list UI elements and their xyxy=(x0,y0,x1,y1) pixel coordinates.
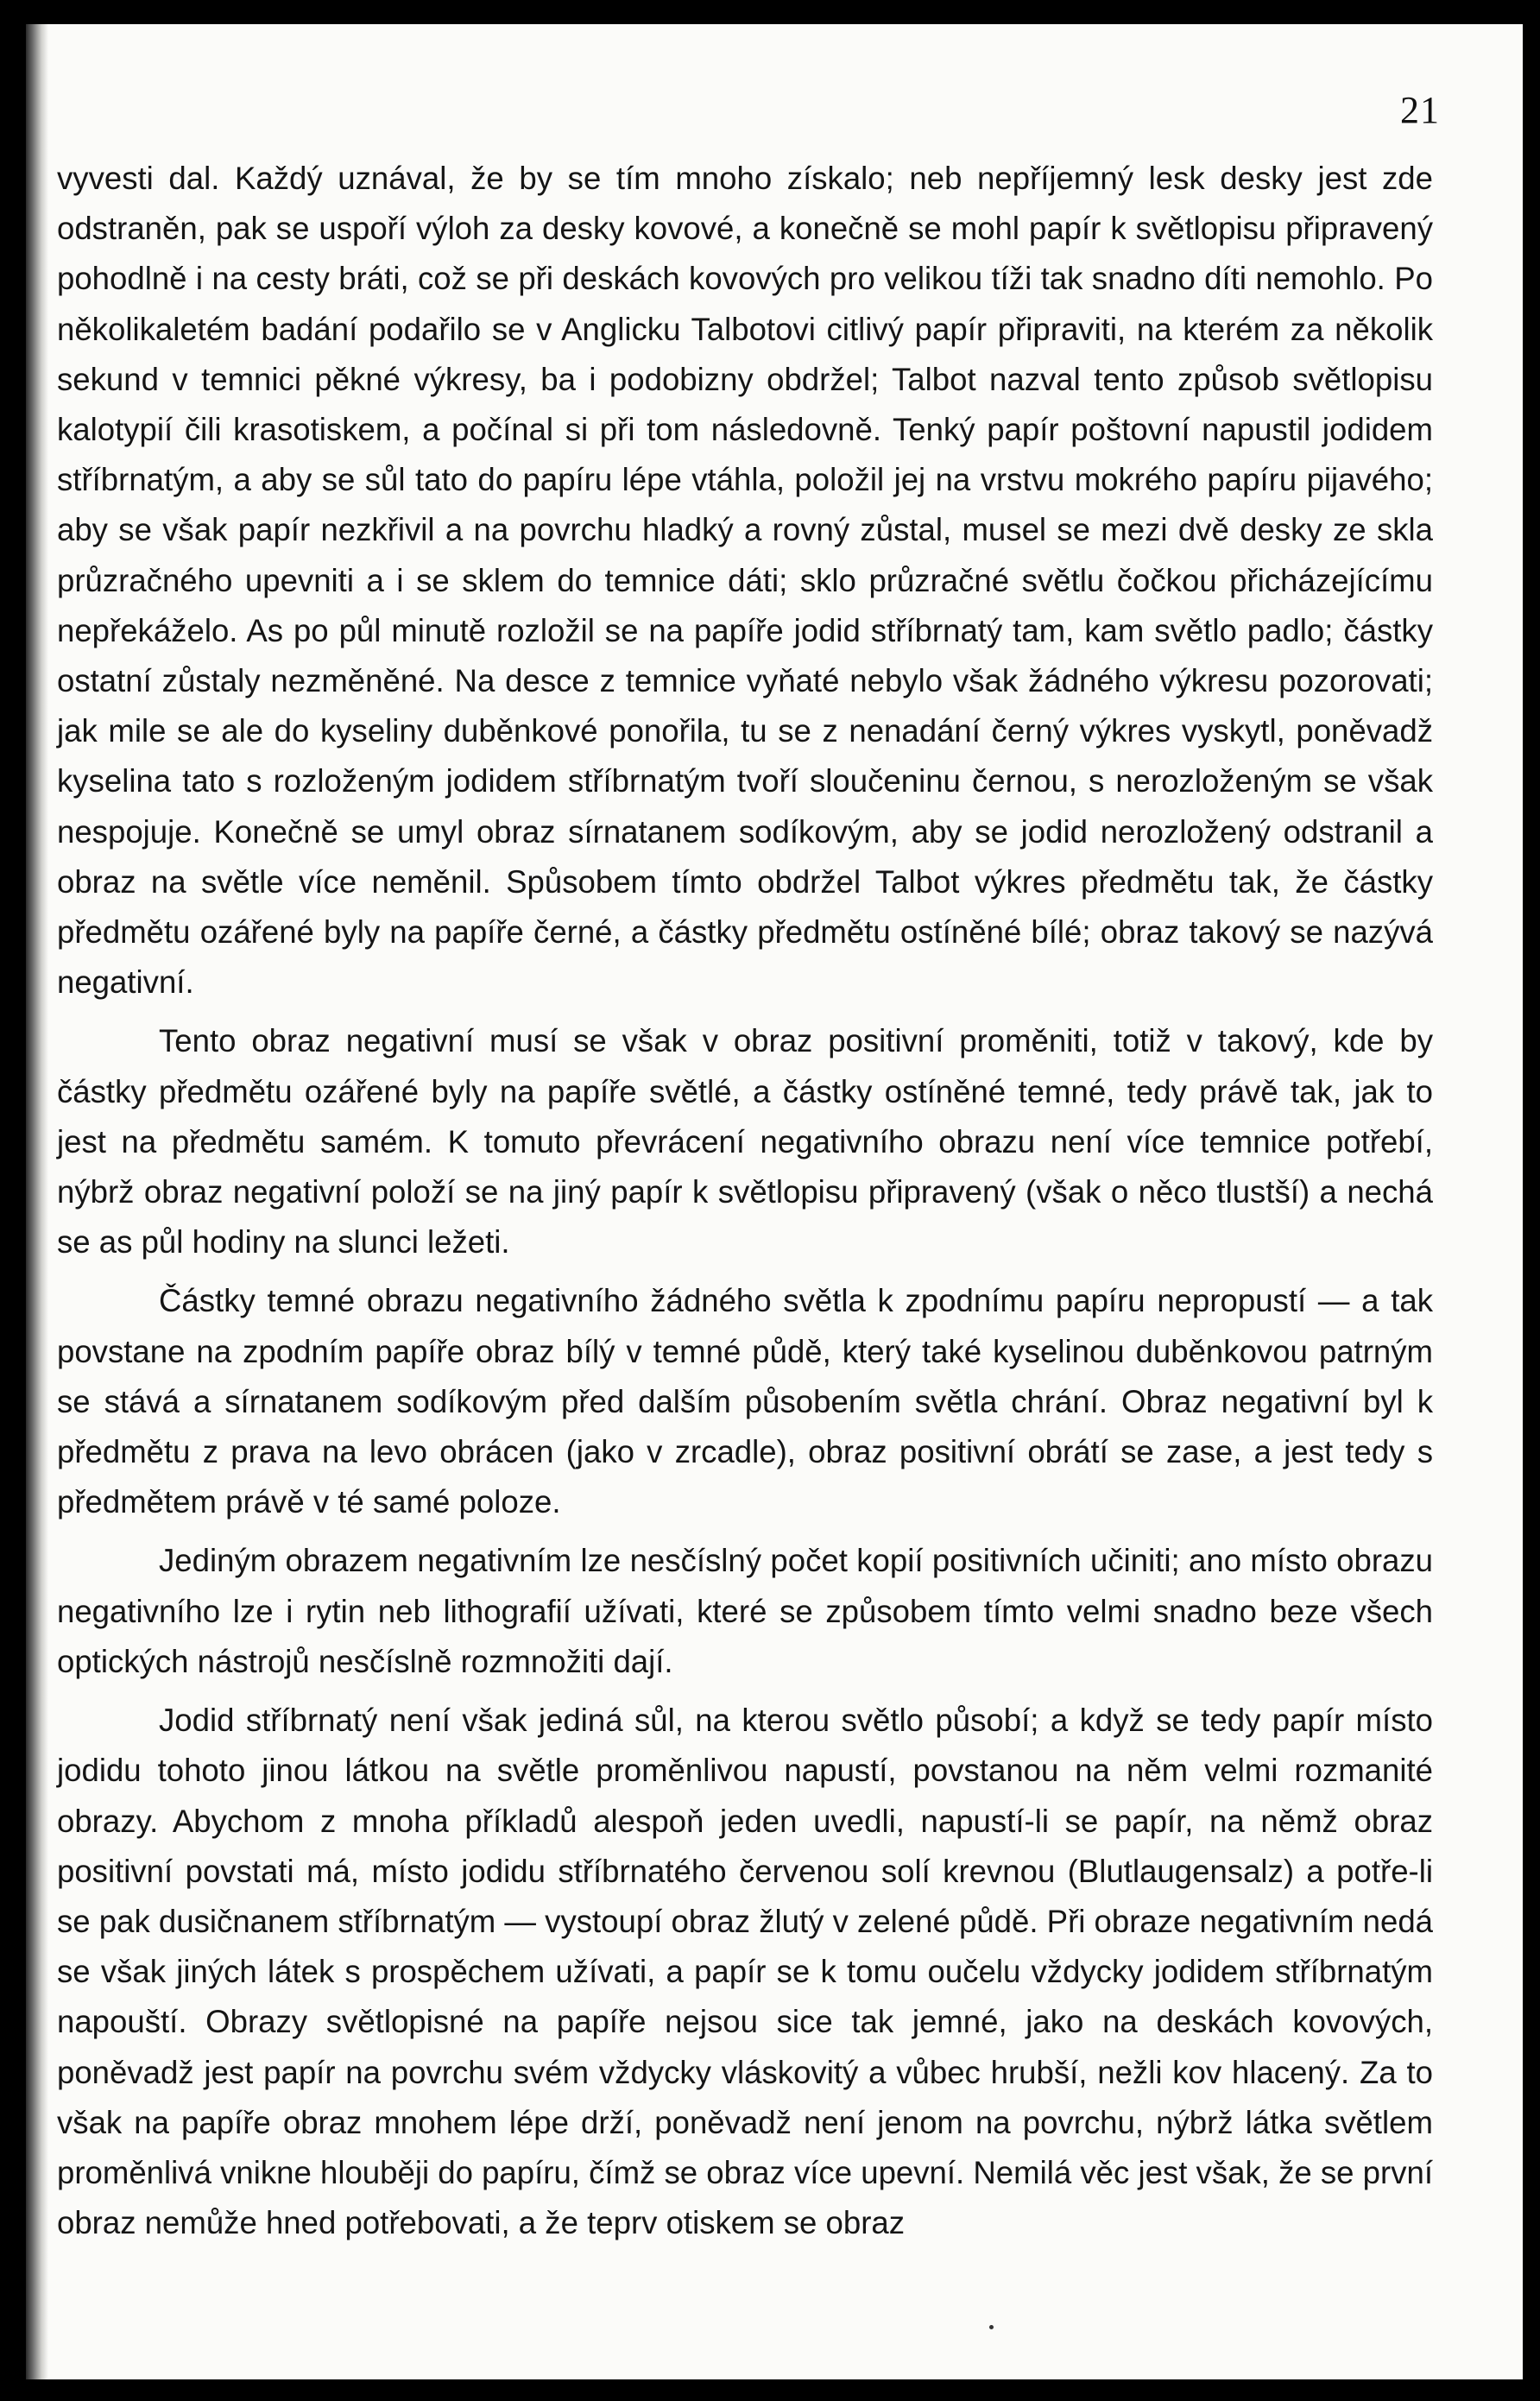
book-page xyxy=(26,24,1523,2379)
paragraph-3: Částky temné obrazu negativního žádného světla k zpodnímu papíru nepropustí — a tak povstane na zpodním papíře obraz bílý v temné půdě, který také kyselinou duběnkovou patrným se stává a sírnatanem sodíkovým před dalším působením světla chrání. Obraz negativní byl k předmětu z prava na levo obrácen (jako v zrcadle), obraz positivní obrátí se zase, a jest tedy s předmětem právě v té samé poloze. xyxy=(57,1283,1433,1520)
paragraph-5: Jodid stříbrnatý není však jediná sůl, na kterou světlo působí; a když se tedy papír místo jodidu tohoto jinou látkou na světle proměnlivou napustí, povstanou na něm velmi rozmanité obrazy. Abychom z mnoha příkladů alespoň jeden uvedli, napustí-li se papír, na němž obraz positivní povstati má, místo jodidu stříbrnatého červenou solí krevnou (Blutlaugensalz) a potře-li se pak dusičnanem stříbrnatým — vystoupí obraz žlutý v zelené půdě. Při obraze negativním nedá se však jiných látek s prospěchem užívati, a papír se k tomu oučelu vždycky jodidem stříbrnatým napouští. Obrazy světlopisné na papíře nejsou sice tak jemné, jako na deskách kovových, poněvadž jest papír na povrchu svém vždycky vláskovitý a vůbec hrubší, nežli kov hlacený. Za to však na papíře obraz mnohem lépe drží, poněvadž není jenom na povrchu, nýbrž látka světlem proměnlivá vnikne hlouběji do papíru, čímž se obraz více upevní. Nemilá věc jest však, že se první obraz nemůže hned potřebovati, a že teprv otiskem se obraz xyxy=(57,1703,1434,2241)
body-text xyxy=(57,154,1433,2248)
ink-speck xyxy=(989,2325,994,2329)
paragraph-1: vyvesti dal. Každý uznával, že by se tím mnoho získalo; neb nepříjemný lesk desky jest zde odstraněn, pak se uspoří výloh za desky kovové, a konečně se mohl papír k světlopisu připravený pohodlně i na cesty bráti, což se při deskách kovových pro velikou tíži tak snadno díti nemohlo. Po několikaletém badání podařilo se v Anglicku Talbotovi citlivý papír připraviti, na kterém za několik sekund v temnici pěkné výkresy, ba i podobizny obdržel; Talbot nazval tento způsob světlopisu kalotypií čili krasotiskem, a počínal si při tom následovně. Tenký papír poštovní napustil jodidem stříbrnatým, a aby se sůl tato do papíru lépe vtáhla, položil jej na vrstvu mokrého papíru pijavého; aby se však papír nezkřivil a na povrchu hladký a rovný zůstal, musel se mezi dvě desky ze skla průzračného upevniti a i se sklem do temnice dáti; sklo průzračné světlu čočkou přicházejícímu nepřekáželo. As po půl minutě rozložil se na papíře jodid stříbrnatý tam, kam světlo padlo; částky ostatní zůstaly nezměněné. Na desce z temnice vyňaté nebylo však žádného výkresu pozorovati; jak mile se ale do kyseliny duběnkové ponořila, tu se z nenadání černý výkres vyskytl, poněvadž kyselina tato s rozloženým jodidem stříbrnatým tvoří sloučeninu černou, s nerozloženým se však nespojuje. Konečně se umyl obraz sírnatanem sodíkovým, aby se jodid nerozložený odstranil a obraz na světle více neměnil. Spůsobem tímto obdržel Talbot výkres předmětu tak, že částky předmětu ozářené byly na papíře černé, a částky předmětu ostíněné bílé; obraz takový se nazývá negativní. xyxy=(57,161,1433,1001)
page-number: 21 xyxy=(1400,89,1440,131)
paragraph-2: Tento obraz negativní musí se však v obraz positivní proměniti, totiž v takový, kde by částky předmětu ozářené byly na papíře světlé, a částky ostíněné temné, tedy právě tak, jak to jest na předmětu samém. K tomuto převrácení negativního obrazu není více temnice potřebí, nýbrž obraz negativní položí se na jiný papír k světlopisu připravený (však o něco tlustší) a nechá se as půl hodiny na slunci ležeti. xyxy=(57,1023,1433,1261)
binding-shadow xyxy=(26,24,48,2379)
paragraph-4: Jediným obrazem negativním lze nesčíslný počet kopií positivních učiniti; ano místo obrazu negativního lze i rytin neb lithografií užívati, které se způsobem tímto velmi snadno beze všech optických nástrojů nesčíslně rozmnožiti dají. xyxy=(57,1543,1433,1679)
